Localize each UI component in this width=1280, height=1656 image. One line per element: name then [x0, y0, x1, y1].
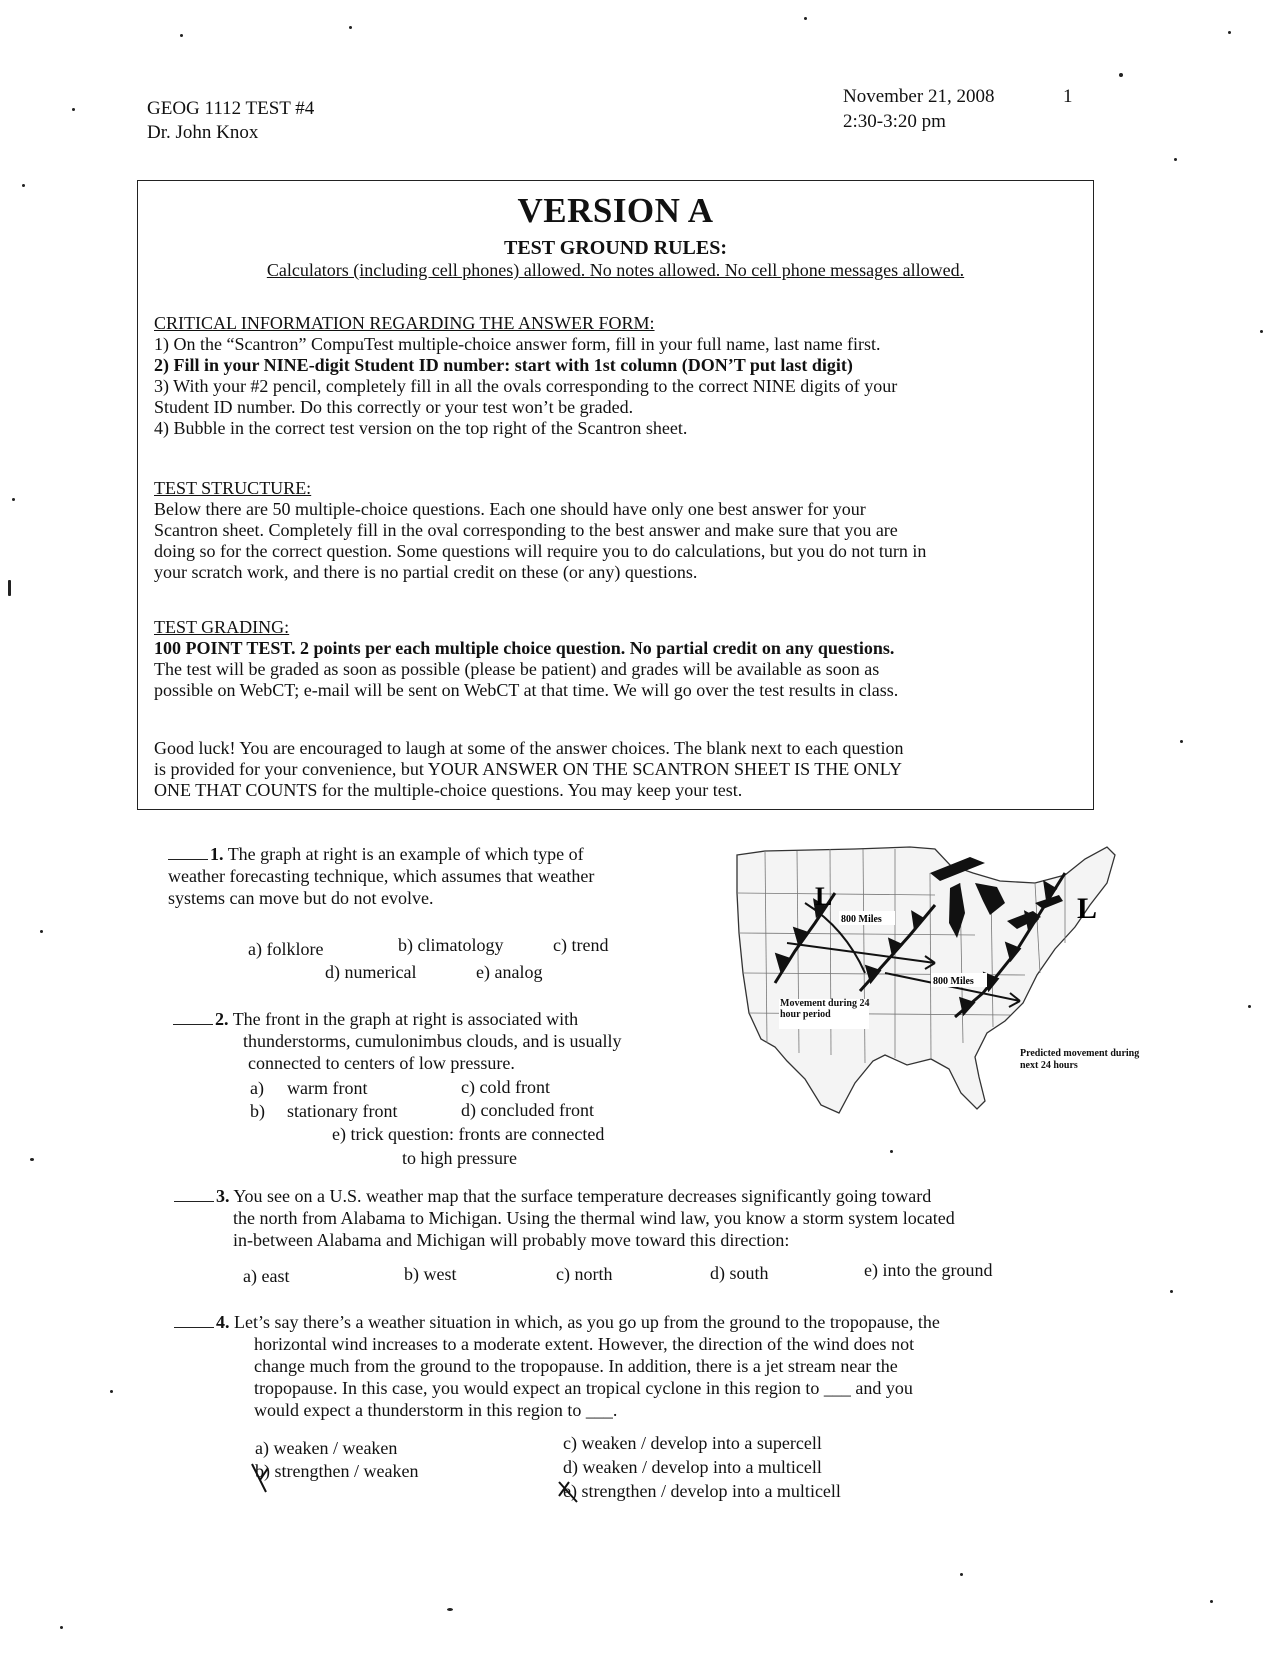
- answer-blank: [174, 1201, 214, 1202]
- question-line: tropopause. In this case, you would expect an tropical cyclone in this region to ___ and you: [254, 1378, 913, 1398]
- handwritten-check-mark: [248, 1458, 288, 1498]
- predicted-label: Predicted movement during next 24 hours: [1020, 1048, 1140, 1071]
- question-line: connected to centers of low pressure.: [248, 1053, 515, 1073]
- option: d) concluded front: [461, 1100, 594, 1120]
- critical-info-heading: CRITICAL INFORMATION REGARDING THE ANSWER FORM:: [154, 313, 655, 333]
- question-line: Let’s say there’s a weather situation in which, as you go up from the ground to the tropopause, the: [234, 1312, 940, 1332]
- structure-line: doing so for the correct question. Some questions will require you to do calculations, but you do not turn in: [154, 541, 927, 561]
- test-grading-heading: TEST GRADING:: [154, 617, 290, 637]
- option: e) analog: [476, 962, 543, 982]
- critical-info-section: [154, 313, 1081, 439]
- option: stationary front: [287, 1101, 398, 1121]
- critical-line: 1) On the “Scantron” CompuTest multiple-choice answer form, fill in your full name, last name first.: [154, 334, 881, 354]
- version-title: VERSION A: [517, 191, 714, 230]
- question-line: would expect a thunderstorm in this region to ___.: [254, 1400, 618, 1420]
- rules-box: [137, 180, 1094, 810]
- low-pressure-label: L: [815, 882, 833, 911]
- critical-line: 2) Fill in your NINE-digit Student ID number: start with 1st column (DON’T put last digit): [154, 355, 853, 375]
- ground-rules-title: TEST GROUND RULES:: [503, 237, 728, 259]
- option: c) weaken / develop into a supercell: [563, 1433, 822, 1453]
- option: e) strengthen / develop into a multicell: [563, 1481, 841, 1501]
- low-pressure-label: L: [1077, 892, 1098, 925]
- instructor-name: Dr. John Knox: [147, 122, 259, 143]
- structure-line: your scratch work, and there is no partial credit on these (or any) questions.: [154, 562, 698, 582]
- movement-label: Movement during 24 hour period: [780, 998, 870, 1020]
- question-line: change much from the ground to the tropopause. In addition, there is a jet stream near the: [254, 1356, 898, 1376]
- option: a) weaken / weaken: [255, 1438, 398, 1458]
- option: b) strengthen / weaken: [255, 1461, 419, 1481]
- test-structure-heading: TEST STRUCTURE:: [154, 478, 312, 498]
- option: a) folklore: [248, 939, 324, 959]
- distance-label: 800 Miles: [933, 976, 974, 987]
- question-line: the north from Alabama to Michigan. Using the thermal wind law, you know a storm system located: [233, 1208, 955, 1228]
- option: to high pressure: [402, 1148, 517, 1168]
- page-number: 1: [1063, 86, 1073, 107]
- question-line: in-between Alabama and Michigan will probably move toward this direction:: [233, 1230, 790, 1250]
- option: b) climatology: [398, 935, 504, 955]
- test-grading-section: [154, 617, 1081, 701]
- answer-blank: [168, 859, 208, 860]
- predicted-label-box: [1020, 1048, 1150, 1082]
- handwritten-check-mark: [555, 1478, 585, 1508]
- question-line: weather forecasting technique, which assumes that weather: [168, 866, 595, 886]
- option: a) east: [243, 1266, 290, 1286]
- question-number: 1.: [210, 844, 224, 864]
- question-number: 2.: [215, 1009, 229, 1029]
- critical-line: 4) Bubble in the correct test version on the top right of the Scantron sheet.: [154, 418, 688, 438]
- option: warm front: [287, 1078, 368, 1098]
- option: b) west: [404, 1264, 457, 1284]
- question-line: horizontal wind increases to a moderate extent. However, the direction of the wind does not: [254, 1334, 915, 1354]
- option: c) trend: [553, 935, 609, 955]
- course-title: GEOG 1112 TEST #4: [147, 98, 315, 119]
- question-4: [174, 1311, 1174, 1421]
- question-number: 3.: [216, 1186, 230, 1206]
- answer-blank: [173, 1024, 213, 1025]
- option: c) north: [556, 1264, 613, 1284]
- option: e) into the ground: [864, 1260, 993, 1280]
- closing-line: Good luck! You are encouraged to laugh at some of the answer choices. The blank next to each question: [154, 738, 904, 758]
- structure-line: Below there are 50 multiple-choice questions. Each one should have only one best answer for your: [154, 499, 866, 519]
- critical-line: Student ID number. Do this correctly or your test won’t be graded.: [154, 397, 634, 417]
- question-line: The graph at right is an example of which type of: [227, 844, 584, 864]
- question-3: [174, 1185, 1174, 1251]
- question-line: The front in the graph at right is associated with: [232, 1009, 579, 1029]
- test-structure-section: [154, 478, 1081, 583]
- question-line: You see on a U.S. weather map that the surface temperature decreases significantly going toward: [233, 1186, 932, 1206]
- option: d) weaken / develop into a multicell: [563, 1457, 822, 1477]
- option: e) trick question: fronts are connected: [332, 1124, 605, 1144]
- option: c) cold front: [461, 1077, 550, 1097]
- exam-date: November 21, 2008: [843, 86, 995, 107]
- option: b): [250, 1101, 265, 1121]
- critical-line: 3) With your #2 pencil, completely fill in all the ovals corresponding to the correct NINE digits of your: [154, 376, 898, 396]
- closing-section: [154, 738, 1081, 801]
- answer-blank: [174, 1327, 214, 1328]
- closing-line: is provided for your convenience, but YOUR ANSWER ON THE SCANTRON SHEET IS THE ONLY: [154, 759, 902, 779]
- question-2: [173, 1008, 713, 1074]
- option: a): [250, 1078, 264, 1098]
- closing-line: ONE THAT COUNTS for the multiple-choice questions. You may keep your test.: [154, 780, 743, 800]
- question-1: [168, 843, 708, 909]
- option: d) numerical: [325, 962, 417, 982]
- grading-line: 100 POINT TEST. 2 points per each multiple choice question. No partial credit on any questions.: [154, 638, 895, 658]
- question-number: 4.: [216, 1312, 230, 1332]
- question-line: systems can move but do not evolve.: [168, 888, 434, 908]
- grading-line: The test will be graded as soon as possible (please be patient) and grades will be available as soon as: [154, 659, 880, 679]
- movement-label-box: [780, 998, 870, 1032]
- option: d) south: [710, 1263, 769, 1283]
- structure-line: Scantron sheet. Completely fill in the oval corresponding to the best answer and make sure that you are: [154, 520, 898, 540]
- question-line: thunderstorms, cumulonimbus clouds, and is usually: [243, 1031, 622, 1051]
- ground-rules-line: Calculators (including cell phones) allowed. No notes allowed. No cell phone messages allowed.: [266, 260, 965, 280]
- weather-map-figure: [735, 843, 1155, 1163]
- exam-time: 2:30-3:20 pm: [843, 111, 946, 132]
- distance-label: 800 Miles: [841, 914, 882, 925]
- grading-line: possible on WebCT; e-mail will be sent on WebCT at that time. We will go over the test results in class.: [154, 680, 899, 700]
